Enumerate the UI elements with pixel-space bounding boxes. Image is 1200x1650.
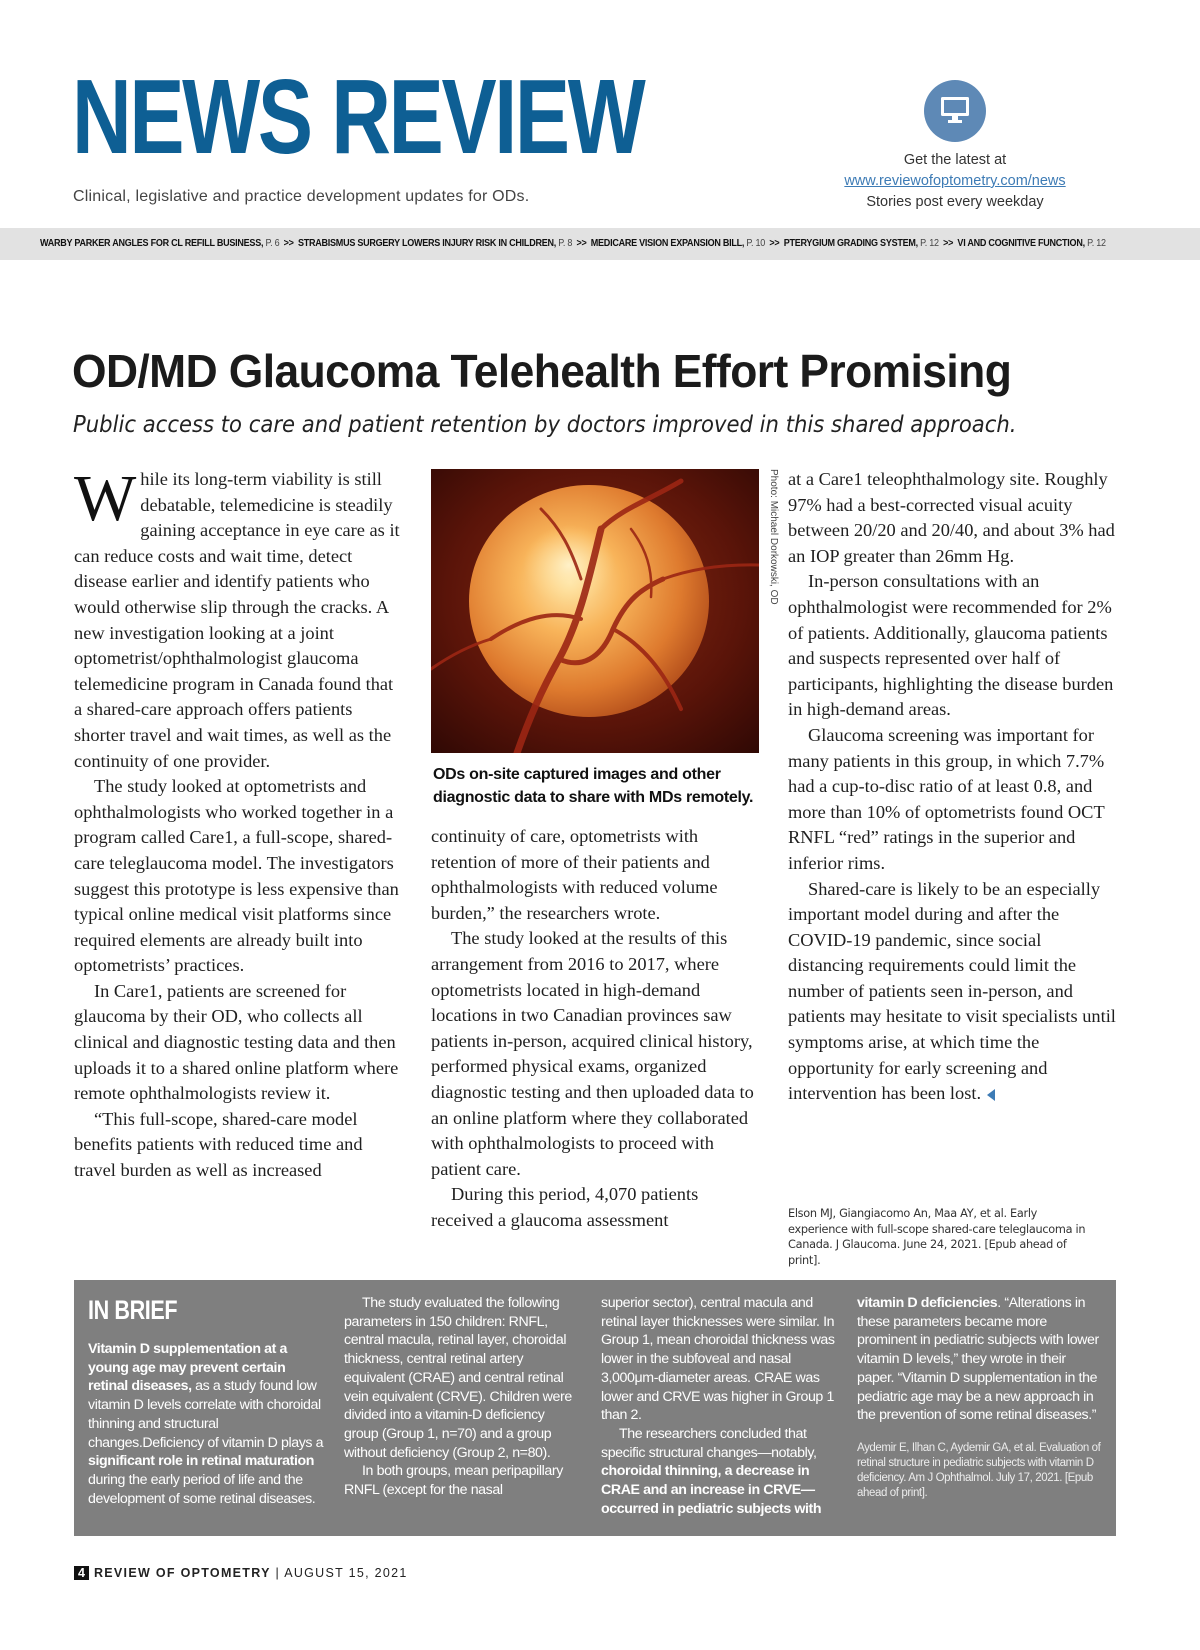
publication-name: REVIEW OF OPTOMETRY	[93, 1566, 271, 1580]
article-paragraph: Glaucoma screening was important for many patients in this group, in which 7.7% had a cup-to-disc ratio of at least 0.8, and more than 10% of optometrists found OCT RNFL “red” ratings in the superior and inferior rims.	[788, 724, 1105, 873]
brief-paragraph: Vitamin D supplementation at a young age may prevent certain retinal diseases, as a study found low vitamin D levels correlate with choroidal thinning and structural changes.Deficiency of vitamin D plays a significant role in retinal maturation during the early period of life and the development of some retinal diseases.	[88, 1341, 324, 1507]
ribbon-items	[40, 237, 1106, 249]
article-paragraph: In Care1, patients are screened for glaucoma by their OD, who collects all clinical and diagnostic testing data and then uploads it to a shared online platform where remote ophthalmologists review it.	[74, 980, 399, 1104]
end-mark-icon	[987, 1089, 995, 1101]
article-column-1	[74, 462, 402, 1184]
promo-line-1: Get the latest at	[903, 152, 1007, 168]
article-paragraph: at a Care1 teleophthalmology site. Roughly 97% had a best-corrected visual acuity between 20/20 and 20/40, and about 3% had an IOP greater than 26mm Hg.	[788, 469, 1115, 566]
issue-date: AUGUST 15, 2021	[284, 1566, 408, 1580]
brief-column-1	[88, 1294, 326, 1508]
ribbon-separator: >>	[283, 237, 294, 249]
drop-cap: W	[74, 462, 137, 535]
brief-paragraph: vitamin D deficiencies. “Alterations in these parameters became more prominent in pediatric subjects with lower vitamin D levels,” they wrote in their paper. “Vitamin D supplementation in the pediatric age may be a new approach in the prevention of some retinal diseases.”	[857, 1295, 1099, 1424]
article-paragraph: The study looked at optometrists and ophthalmologists who worked together in a program called Care1, a full-scope, shared-care teleglaucoma model. The investigators suggest this prototype is less expensive than typical online medical visit platforms since required elements are already built into optometrists’ practices.	[74, 776, 399, 976]
article-paragraph: The study looked at the results of this arrangement from 2016 to 2017, where optometrists located in high-demand locations in two Canadian provinces saw patients in-person, acquired clinical history, performed physical exams, organized diagnostic testing and then uploaded data to an online platform where they collaborated with ophthalmologists to proceed with patient care.	[431, 928, 754, 1179]
ribbon-separator: >>	[769, 237, 780, 249]
brief-paragraph: superior sector), central macula and retinal layer thicknesses were similar. In Group 1, mean choroidal thickness was lower in the subfoveal and nasal 3,000μm-diameter areas. CRAE was lower and CRVE was higher in Group 1 than 2.	[601, 1295, 835, 1424]
ribbon-item[interactable]: VI AND COGNITIVE FUNCTION, P. 12	[957, 237, 1106, 249]
brief-column-2	[344, 1294, 582, 1500]
article-column-3	[788, 467, 1116, 1107]
page-number: 4	[74, 1566, 89, 1580]
brief-citation: Aydemir E, Ilhan C, Aydemir GA, et al. Evaluation of retinal structure in pediatric subjects with vitamin D deficiency. Am J Ophthalmol. July 17, 2021. [Epub ahead of print].	[857, 1441, 1101, 1499]
article-paragraph: While its long-term viability is still debatable, telemedicine is steadily gaining acceptance in eye care as it can reduce costs and wait time, detect disease earlier and identify patients who would otherwise slip through the cracks. A new investigation looking at a joint optometrist/ophthalmologist glaucoma telemedicine program in Canada found that a shared-care approach offers patients shorter travel and wait times, as well as the continuity of one provider.	[74, 462, 400, 771]
brief-title: IN BRIEF	[88, 1295, 178, 1325]
article-deck: Public access to care and patient retention by doctors improved in this shared approach.	[73, 412, 1017, 438]
fundus-photo	[431, 469, 759, 753]
brief-paragraph: The researchers concluded that specific structural changes—notably, choroidal thinning, a decrease in CRAE and an increase in CRVE—occurred in pediatric subjects with	[601, 1425, 822, 1517]
brief-column-3	[601, 1294, 839, 1518]
brief-paragraph: In both groups, mean peripapillary RNFL (except for the nasal	[344, 1463, 563, 1499]
ribbon-item[interactable]: WARBY PARKER ANGLES FOR CL REFILL BUSINESS, P. 6	[40, 237, 280, 249]
story-ribbon	[0, 228, 1200, 260]
article-paragraph: “This full-scope, shared-care model benefits patients with reduced time and travel burden as well as increased	[74, 1108, 363, 1181]
article-paragraph: Shared-care is likely to be an especially important model during and after the COVID-19 pandemic, since social distancing requirements could limit the number of patients seen in-person, and patients may hesitate to visit specialists until symptoms arise, at which time the opportunity for early screening and intervention has been lost.	[788, 878, 1116, 1104]
article-citation: Elson MJ, Giangiacomo An, Maa AY, et al. Early experience with full-scope shared-care teleglaucoma in Canada. J Glaucoma. June 24, 2021. [Epub ahead of print].	[788, 1207, 1086, 1267]
news-promo	[800, 80, 1110, 213]
article-paragraph: In-person consultations with an ophthalmologist were recommended for 2% of patients. Additionally, glaucoma patients and suspects represented over half of participants, highlighting the disease burden in high-demand areas.	[788, 571, 1114, 720]
page-footer	[74, 1566, 408, 1580]
masthead-title: NEWS REVIEW	[72, 58, 644, 176]
news-site-link[interactable]: www.reviewofoptometry.com/news	[844, 173, 1066, 189]
ribbon-separator: >>	[576, 237, 587, 249]
article-paragraph: During this period, 4,070 patients received a glaucoma assessment	[431, 1184, 699, 1230]
ribbon-separator: >>	[943, 237, 954, 249]
article-paragraph: continuity of care, optometrists with retention of more of their patients and ophthalmologists with reduced volume burden,” the researchers wrote.	[431, 826, 718, 923]
monitor-icon	[924, 80, 986, 142]
in-brief-box	[74, 1280, 1116, 1536]
footer-separator: |	[275, 1566, 281, 1580]
ribbon-item[interactable]: MEDICARE VISION EXPANSION BILL, P. 10	[590, 237, 766, 249]
ribbon-item[interactable]: STRABISMUS SURGERY LOWERS INJURY RISK IN CHILDREN, P. 8	[297, 237, 573, 249]
brief-paragraph: The study evaluated the following parameters in 150 children: RNFL, central macula, retinal layer, choroidal thickness, central retinal artery equivalent (CRAE) and central retinal vein equivalent (CRVE). Children were divided into a vitamin-D deficiency group (Group 1, n=70) and a group without deficiency (Group 2, n=80).	[344, 1295, 572, 1461]
brief-column-4	[857, 1294, 1102, 1501]
ribbon-item[interactable]: PTERYGIUM GRADING SYSTEM, P. 12	[783, 237, 939, 249]
photo-caption: ODs on-site captured images and other diagnostic data to share with MDs remotely.	[433, 766, 754, 806]
masthead-subtitle: Clinical, legislative and practice development updates for ODs.	[73, 188, 530, 205]
promo-line-3: Stories post every weekday	[866, 194, 1044, 210]
article-headline: OD/MD Glaucoma Telehealth Effort Promising	[72, 345, 1012, 397]
photo-credit: Photo: Michael Dorkowski, OD	[768, 469, 779, 605]
article-column-2	[431, 824, 761, 1234]
